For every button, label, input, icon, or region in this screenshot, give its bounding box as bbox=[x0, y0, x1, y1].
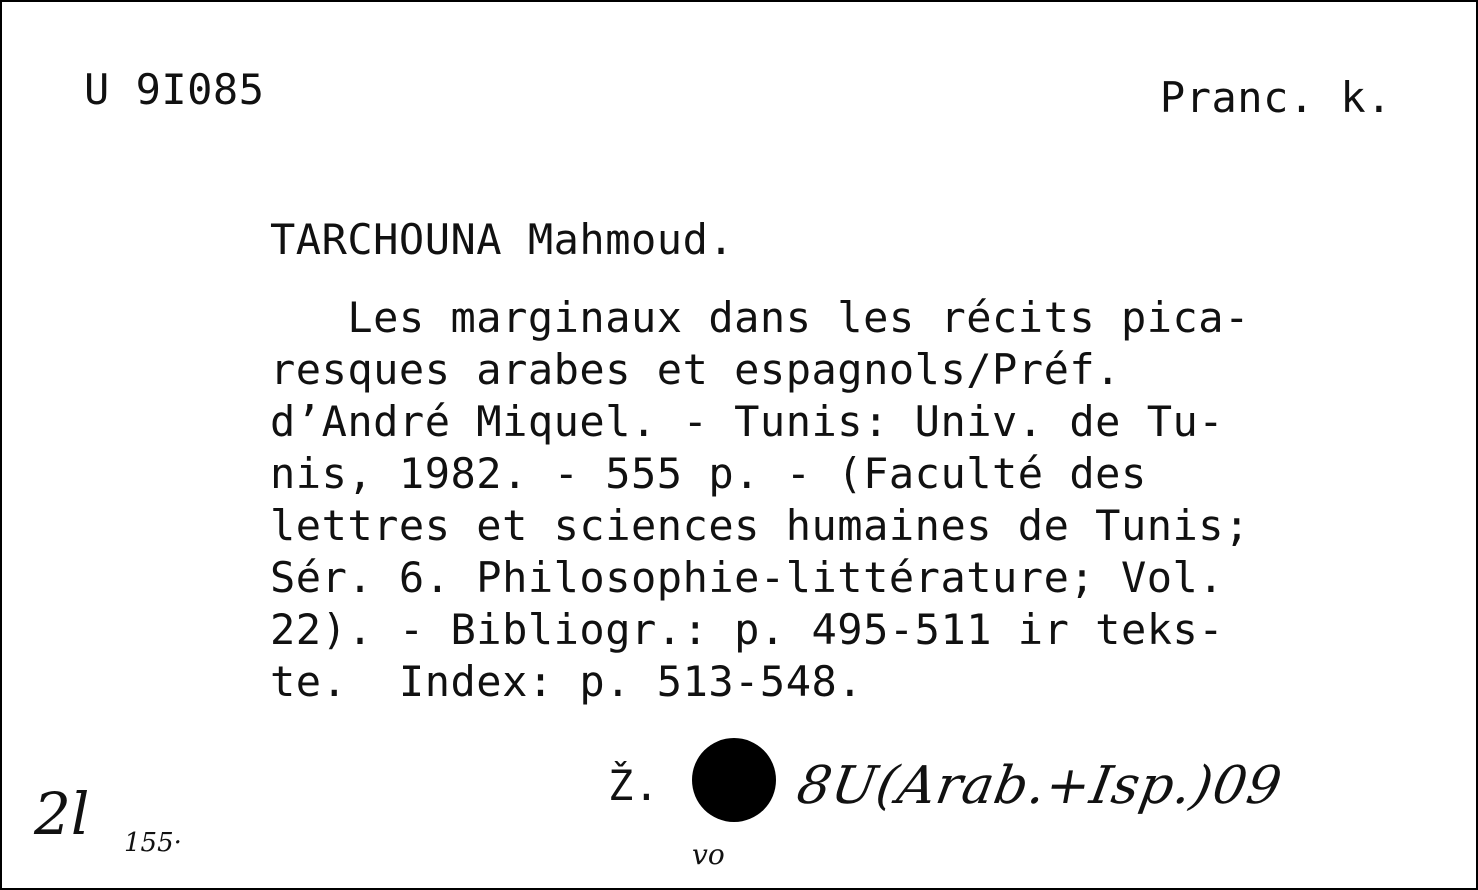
handwritten-classification: 8U(Arab.+Isp.)09 bbox=[792, 756, 1287, 816]
call-number: U 9I085 bbox=[84, 65, 265, 114]
handwritten-mark-left: 2l bbox=[34, 780, 90, 848]
description-line: Les marginaux dans les récits pica- bbox=[270, 293, 1250, 342]
description-line: te. Index: p. 513-548. bbox=[270, 657, 864, 706]
description-line: nis, 1982. - 555 p. - (Faculté des bbox=[270, 449, 1147, 498]
handwritten-mark-bottom: vo bbox=[692, 838, 725, 871]
handwritten-mark-small: 155· bbox=[124, 828, 182, 858]
description-line: 22). - Bibliogr.: p. 495-511 ir teks- bbox=[270, 605, 1225, 654]
description-line: lettres et sciences humaines de Tunis; bbox=[270, 501, 1250, 550]
description-line: resques arabes et espagnols/Préf. bbox=[270, 345, 1121, 394]
description-line: Sér. 6. Philosophie-littérature; Vol. bbox=[270, 553, 1225, 602]
zh-label: Ž. bbox=[608, 761, 660, 810]
author-heading: TARCHOUNA Mahmoud. bbox=[270, 215, 735, 264]
location-code: Pranc. k. bbox=[1159, 73, 1392, 122]
description-line: d’André Miquel. - Tunis: Univ. de Tu- bbox=[270, 397, 1225, 446]
punch-hole bbox=[692, 738, 776, 822]
